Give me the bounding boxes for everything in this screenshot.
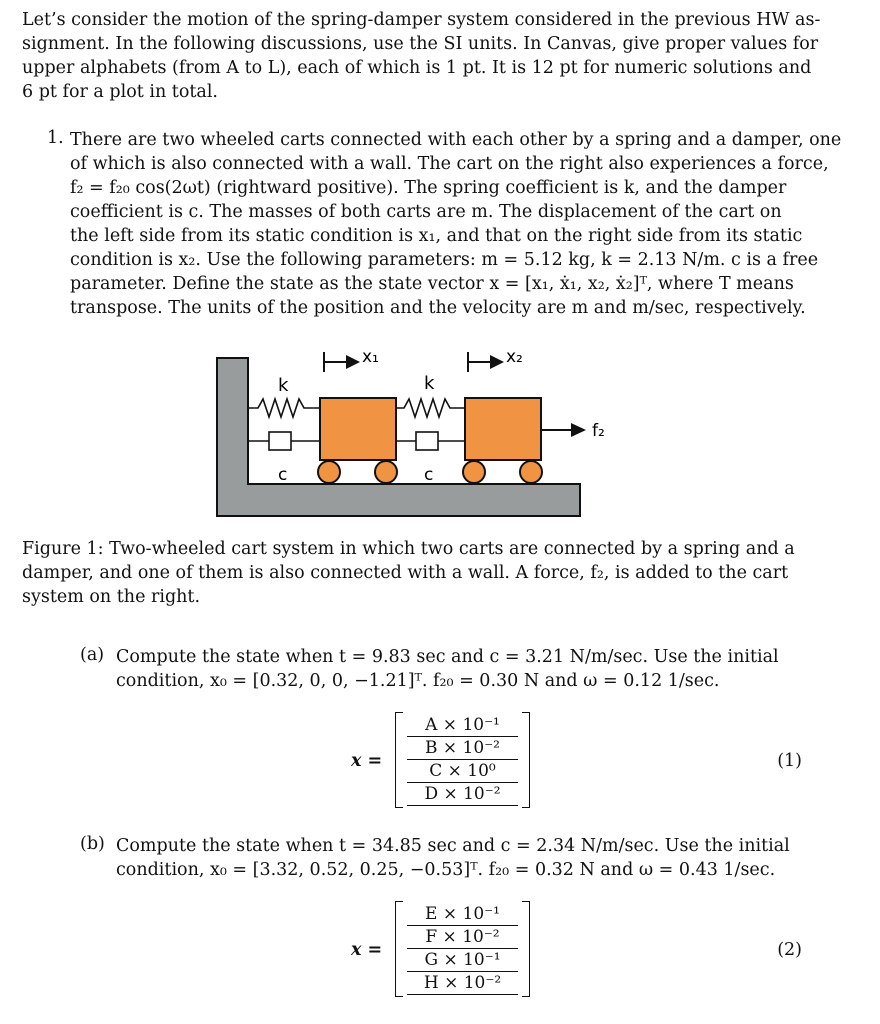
- k-right-label: k: [424, 373, 435, 394]
- wheel: [520, 461, 542, 483]
- problem-number: 1.: [47, 128, 64, 148]
- state-vector-label: x =: [351, 751, 383, 771]
- c-right-label: c: [424, 465, 434, 485]
- problem-line: condition is x₂. Use the following parameters: m = 5.12 kg, k = 2.13 N/m. c is a free: [70, 250, 819, 270]
- problem-line: There are two wheeled carts connected with each other by a spring and a damper, one: [70, 130, 842, 150]
- problem-line: transpose. The units of the position and the velocity are m and m/sec, respectively.: [70, 298, 806, 318]
- cart-system-figure: [200, 338, 620, 524]
- wheel: [318, 461, 340, 483]
- answer-matrix-b: [395, 901, 530, 997]
- k-left-label: k: [278, 375, 289, 396]
- answer-matrix-a: [395, 712, 530, 808]
- part-b-label: (b): [80, 834, 105, 854]
- cart-left: [320, 398, 396, 460]
- spring-right: [396, 399, 465, 417]
- force-arrow-head: [571, 423, 586, 437]
- part-a-statement: [116, 645, 816, 693]
- right-bracket: [522, 712, 530, 808]
- f2-label: f₂: [592, 421, 605, 441]
- x2-label: x₂: [506, 347, 523, 367]
- caption-line: system on the right.: [22, 587, 201, 607]
- damper-right: [416, 432, 438, 450]
- intro-paragraph: [22, 8, 821, 104]
- problem-statement: [70, 128, 842, 320]
- problem-line: parameter. Define the state as the state vector x = [x₁, ẋ₁, x₂, ẋ₂]ᵀ, where T means: [70, 274, 794, 294]
- answer-entry-a: A × 10⁻¹: [407, 714, 518, 737]
- spring-left: [248, 399, 320, 417]
- answer-entry-g: G × 10⁻¹: [407, 949, 518, 972]
- answer-entry-d: D × 10⁻²: [407, 783, 518, 806]
- part-b-line: Compute the state when t = 34.85 sec and c = 2.34 N/m/sec. Use the initial: [116, 836, 790, 856]
- part-a-line: Compute the state when t = 9.83 sec and c = 3.21 N/m/sec. Use the initial: [116, 647, 779, 667]
- c-left-label: c: [278, 465, 288, 485]
- intro-line: Let’s consider the motion of the spring-damper system considered in the previous HW as-: [22, 10, 821, 30]
- answer-entry-h: H × 10⁻²: [407, 972, 518, 995]
- answer-entry-c: C × 10⁰: [407, 760, 518, 783]
- left-bracket: [395, 901, 403, 997]
- figure-caption: [22, 537, 812, 609]
- problem-line: the left side from its static condition is x₁, and that on the right side from its static: [70, 226, 803, 246]
- cart-right: [465, 398, 541, 460]
- state-vector-label: x =: [351, 940, 383, 960]
- part-a-line: condition, x₀ = [0.32, 0, 0, −1.21]ᵀ. f₂₀ = 0.30 N and ω = 0.12 1/sec.: [116, 671, 720, 691]
- answer-entry-e: E × 10⁻¹: [407, 903, 518, 926]
- part-b-line: condition, x₀ = [3.32, 0.52, 0.25, −0.53]ᵀ. f₂₀ = 0.32 N and ω = 0.43 1/sec.: [116, 860, 776, 880]
- intro-line: 6 pt for a plot in total.: [22, 82, 218, 102]
- equation-number-1: (1): [777, 751, 802, 771]
- part-a-label: (a): [80, 645, 105, 665]
- intro-line: upper alphabets (from A to L), each of which is 1 pt. It is 12 pt for numeric solutions and: [22, 58, 812, 78]
- problem-line: coefficient is c. The masses of both carts are m. The displacement of the cart on: [70, 202, 782, 222]
- answer-entry-b: B × 10⁻²: [407, 737, 518, 760]
- damper-left: [269, 432, 291, 450]
- intro-line: signment. In the following discussions, use the SI units. In Canvas, give proper values for: [22, 34, 819, 54]
- left-bracket: [395, 712, 403, 808]
- right-bracket: [522, 901, 530, 997]
- x1-label: x₁: [362, 347, 379, 367]
- answer-entry-f: F × 10⁻²: [407, 926, 518, 949]
- problem-line: f₂ = f₂₀ cos(2ωt) (rightward positive). The spring coefficient is k, and the damper: [70, 178, 787, 198]
- caption-line: damper, and one of them is also connected with a wall. A force, f₂, is added to the cart: [22, 563, 789, 583]
- wheel: [375, 461, 397, 483]
- problem-line: of which is also connected with a wall. The cart on the right also experiences a force,: [70, 154, 829, 174]
- part-b-statement: [116, 834, 816, 882]
- wheel: [463, 461, 485, 483]
- caption-line: Figure 1: Two-wheeled cart system in which two carts are connected by a spring and a: [22, 539, 795, 559]
- equation-number-2: (2): [777, 940, 802, 960]
